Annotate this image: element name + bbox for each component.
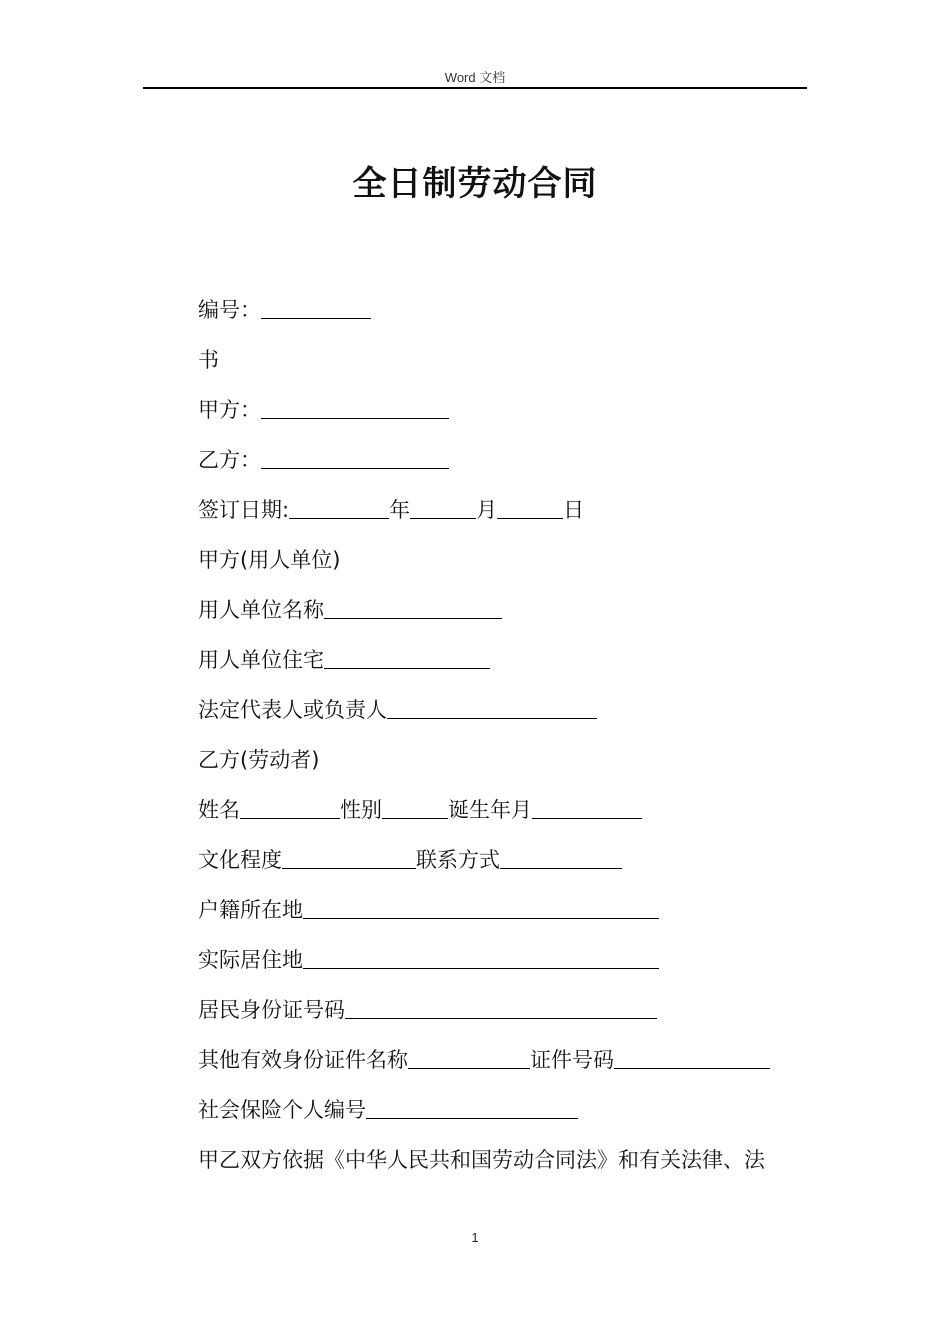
household-label: 户籍所在地: [198, 898, 303, 922]
employer-address-blank: [324, 640, 490, 669]
month-label: 月: [476, 498, 498, 522]
serial-number-blank: [261, 290, 371, 319]
employer-address-label: 用人单位住宅: [198, 648, 324, 672]
year-blank: [289, 490, 389, 519]
other-id-line: [198, 1040, 838, 1090]
employer-name-line: [198, 590, 838, 640]
party-a-heading-line: [198, 540, 838, 590]
year-label: 年: [389, 498, 411, 522]
other-id-number-blank: [614, 1040, 770, 1069]
other-id-number-label: 证件号码: [530, 1048, 614, 1072]
day-label: 日: [563, 498, 585, 522]
party-a-line: [198, 390, 838, 440]
residence-blank: [303, 940, 659, 969]
other-id-name-blank: [408, 1040, 530, 1069]
residence-line: [198, 940, 838, 990]
id-number-line: [198, 990, 838, 1040]
employer-address-line: [198, 640, 838, 690]
party-b-blank: [261, 440, 449, 469]
education-label: 文化程度: [198, 848, 282, 872]
social-security-label: 社会保险个人编号: [198, 1098, 366, 1122]
contract-body: [198, 290, 838, 1190]
serial-number-line: [198, 290, 838, 340]
book-text: 书: [198, 348, 219, 372]
contact-label: 联系方式: [416, 848, 500, 872]
social-security-line: [198, 1090, 838, 1140]
day-blank: [497, 490, 563, 519]
header-rule: [143, 87, 807, 89]
education-blank: [282, 840, 416, 869]
name-label: 姓名: [198, 798, 240, 822]
gender-label: 性别: [340, 798, 382, 822]
party-a-blank: [261, 390, 449, 419]
party-b-heading-line: [198, 740, 838, 790]
contact-blank: [500, 840, 622, 869]
name-gender-birth-line: [198, 790, 838, 840]
party-b-line: [198, 440, 838, 490]
residence-label: 实际居住地: [198, 948, 303, 972]
clause-text: 甲乙双方依据《中华人民共和国劳动合同法》和有关法律、法: [198, 1148, 765, 1172]
gender-blank: [382, 790, 448, 819]
birth-blank: [532, 790, 642, 819]
household-line: [198, 890, 838, 940]
page-number: 1: [471, 1230, 479, 1245]
document-title: 全日制劳动合同: [352, 164, 598, 204]
party-a-heading: 甲方(用人单位): [198, 548, 341, 572]
legal-rep-line: [198, 690, 838, 740]
legal-rep-label: 法定代表人或负责人: [198, 698, 387, 722]
id-number-label: 居民身份证号码: [198, 998, 345, 1022]
employer-name-blank: [324, 590, 502, 619]
sign-date-line: [198, 490, 838, 540]
page-header: Word 文档: [444, 70, 506, 85]
household-blank: [303, 890, 659, 919]
birth-label: 诞生年月: [448, 798, 532, 822]
sign-date-label: 签订日期:: [198, 498, 290, 522]
party-a-label: 甲方：: [198, 398, 261, 422]
social-security-blank: [366, 1090, 578, 1119]
id-number-blank: [345, 990, 657, 1019]
month-blank: [410, 490, 476, 519]
employer-name-label: 用人单位名称: [198, 598, 324, 622]
legal-rep-blank: [387, 690, 597, 719]
serial-number-label: 编号：: [198, 298, 261, 322]
name-blank: [240, 790, 340, 819]
clause-line: [198, 1140, 838, 1190]
other-id-name-label: 其他有效身份证件名称: [198, 1048, 408, 1072]
book-line: [198, 340, 838, 390]
party-b-label: 乙方：: [198, 448, 261, 472]
education-contact-line: [198, 840, 838, 890]
party-b-heading: 乙方(劳动者): [198, 748, 320, 772]
